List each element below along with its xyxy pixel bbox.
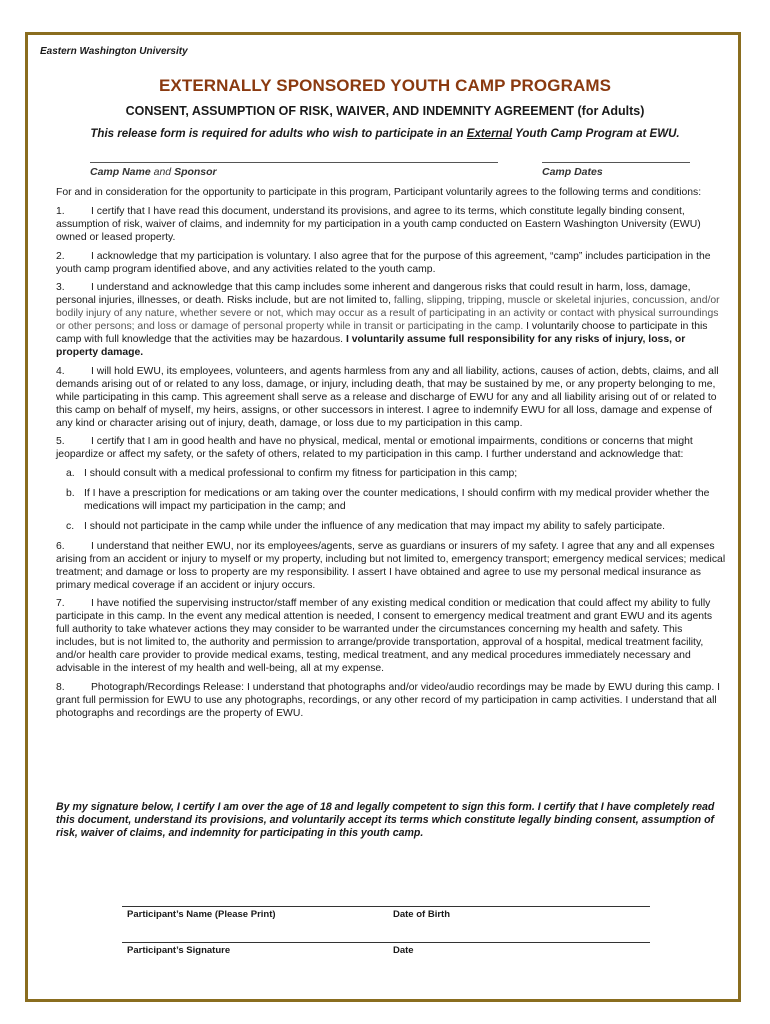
- clause-7: 7. I have notified the supervising instructor/staff member of any existing medical condition or medication that could affect my ability to fully participate in this camp. In the event any medical attention is needed, I consent to emergency medical treatment and grant EWU and its agents full authority to take whatever actions they may consider to be warranted under the circumstances concerning my health and safety. This includes, but is not limited to, the authority and permission to arrange/provide transportation, approval of a hospital, medical treatment facility, and/or health care provider to provide medical exams, testing, medical treatment, and any medical procedures immediately necessary and advisable in the interest of my health and well-being, all at my expense.: [56, 598, 713, 674]
- agreement-body: [56, 187, 726, 727]
- clause-5a: a. I should consult with a medical professional to confirm my fitness for participation in this camp;: [66, 468, 518, 480]
- clause-5c: c. I should not participate in the camp while under the influence of any medication that may impact my ability to safely participate.: [66, 520, 666, 532]
- clause-3: 3. I understand and acknowledge that this camp includes some inherent and dangerous risks that could result in harm, loss, damage, personal injuries, illnesses, or death. Risks include, but are not limited to, falling, slipping, tripping, muscle or skeletal injuries, concussion, and/or bodily injury of any nature, whether severe or not, which may occur as a result of participating in an activity or contact with physical surroundings or other persons; and loss or damage of personal property while in transit or participating in the camp. I voluntarily choose to participate in this camp with full knowledge that the activities may be hazardous. I voluntarily assume full responsibility for any risks of injury, loss, or property damage.: [56, 282, 720, 358]
- participant-name-label: Participant’s Name (Please Print): [127, 909, 276, 920]
- clause-2: 2. I acknowledge that my participation is voluntary. I also agree that for the purpose of this agreement, “camp” includes participation in the youth camp program identified above, and any activities related to the youth camp.: [56, 250, 711, 275]
- date-label: Date: [393, 945, 414, 956]
- name-dob-signature-line[interactable]: [122, 906, 650, 907]
- camp-dates-field[interactable]: Camp Dates: [542, 162, 690, 186]
- camp-name-field[interactable]: Camp Name and Sponsor: [90, 162, 498, 186]
- clause-6: 6. I understand that neither EWU, nor its employees/agents, serve as guardians or insurers of my safety. I agree that any and all expenses arising from an accident or injury to myself or my property, including but not limited to, emergency transport; emergency medical services; medical treatment; and damage or loss to property are my responsibility. I assert I have obtained and agree to use my personal medical insurance as primary medical coverage if an accident or injury occurs.: [56, 540, 726, 591]
- intro-paragraph: For and in consideration for the opportunity to participate in this program, Participant voluntarily agrees to the following terms and conditions:: [56, 187, 702, 198]
- signature-date-line[interactable]: [122, 942, 650, 943]
- form-title: EXTERNALLY SPONSORED YOUTH CAMP PROGRAMS: [158, 76, 612, 95]
- certification-statement: By my signature below, I certify I am over the age of 18 and legally competent to sign this form. I certify that I have completely read this document, understand its provisions, and voluntarily accept its terms which constitute legally binding consent, assumption of risk, waiver of claims, and indemnity for participating in this youth camp.: [56, 801, 715, 839]
- participant-signature-label: Participant’s Signature: [127, 945, 231, 956]
- clause-5b: b. If I have a prescription for medications or am taking over the counter medications, I should confirm with my medical provider whether the medications will impact my participation in the camp; and: [66, 488, 710, 513]
- clause-8: 8. Photograph/Recordings Release: I understand that photographs and/or video/audio recordings may be made by EWU during this camp. I grant full permission for EWU to use any photographs, recordings, or any other record of my participation in camp activities. I understand that all photographs and recordings are the property of EWU.: [56, 681, 720, 719]
- clause-1: 1. I certify that I have read this document, understand its provisions, and agree to its terms, which constitute legally binding consent, assumption of risk, waiver of claims, and indemnity for my participation in a youth camp conducted on Eastern Washington University (EWU) owned or leased property.: [56, 205, 701, 243]
- clause-5: 5. I certify that I am in good health and have no physical, medical, mental or emotional impairments, conditions or concerns that might jeopardize or affect my safety, or the safety of others, related to my participation in this camp. I further understand and acknowledge that:: [56, 436, 693, 461]
- form-subtitle: CONSENT, ASSUMPTION OF RISK, WAIVER, AND INDEMNITY AGREEMENT (for Adults): [125, 104, 645, 118]
- clause-4: 4. I will hold EWU, its employees, volunteers, and agents harmless from any and all liability, actions, causes of action, debts, claims, and all demands arising out of or related to any loss, damage, or injury, including death, that may be sustained by me, or any property belonging to me, while participating in this camp. This agreement shall serve as a release and discharge of EWU for any and all liability arising out of or related to this camp on behalf of myself, my heirs, assigns, or other successors in interest. I agree to indemnify EWU for all loss, damage and expense of any kind or character arising out of injury, death, damage, or loss due to my participation in this camp.: [56, 365, 719, 429]
- date-of-birth-label: Date of Birth: [393, 909, 450, 920]
- form-note: This release form is required for adults who wish to participate in an External Youth Camp Program at EWU.: [90, 128, 680, 140]
- institution-name: Eastern Washington University: [40, 46, 188, 57]
